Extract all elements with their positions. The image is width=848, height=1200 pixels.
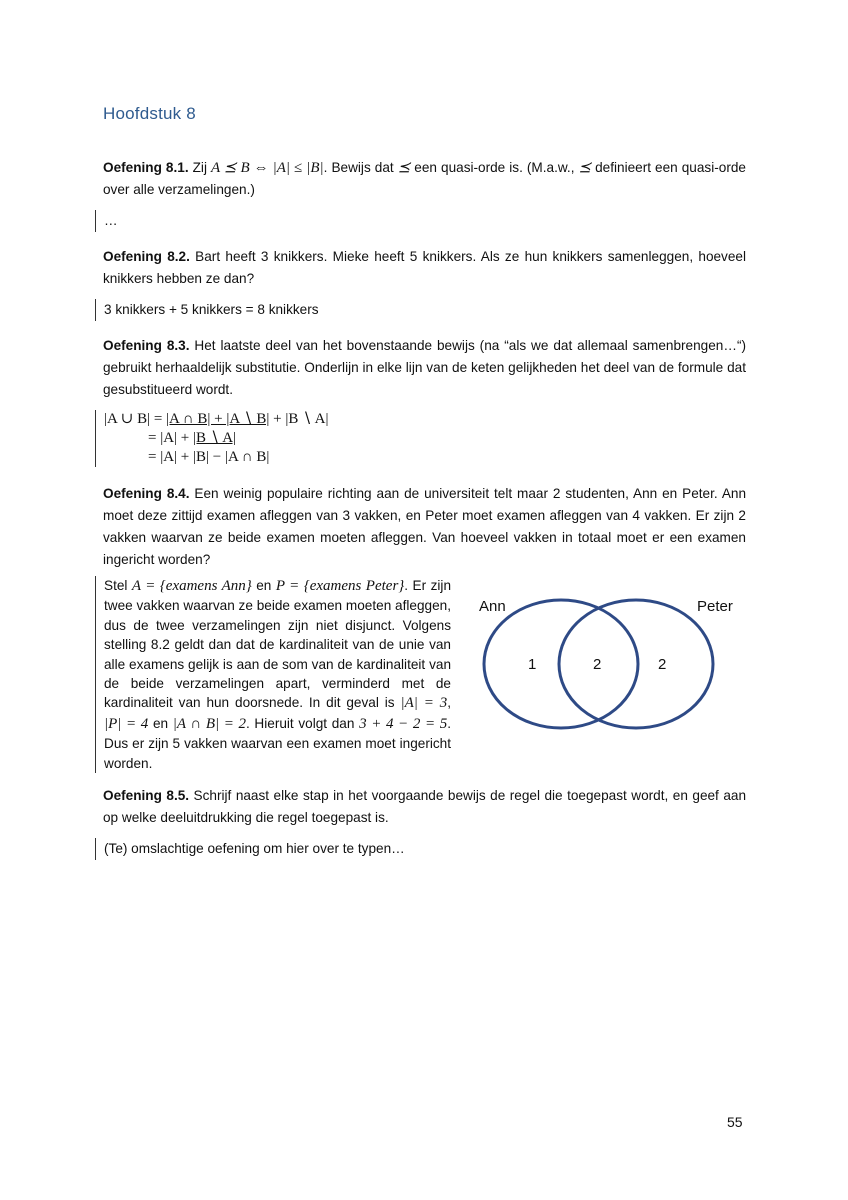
exercise-text: Bart heeft 3 knikkers. Mieke heeft 5 knikkers. Als ze hun knikkers samenleggen, hoeveel knikkers hebben ze dan? <box>103 249 746 286</box>
math-symbol: ⪯ <box>397 160 411 176</box>
text: definieert een quasi-orde over alle verzamelingen.) <box>103 160 746 197</box>
math-expr: |A ∩ B| = 2 <box>172 715 246 732</box>
exercise-text: Het laatste deel van het bovenstaande bewijs (na “als we dat allemaal samenbrengen…“) gebruikt herhaaldelijk substitutie. Onderlijn in elke lijn van de keten gelijkheden het deel van de formule dat gesubstitueerd wordt. <box>103 338 747 397</box>
exercise-8-1 <box>103 157 746 201</box>
exercise-label: Oefening 8.3. <box>103 338 190 353</box>
exercise-label: Oefening 8.4. <box>103 486 190 501</box>
answer-text: (Te) omslachtige oefening om hier over te typen… <box>104 841 405 856</box>
answer-8-3 <box>95 410 328 467</box>
answer-text: … <box>104 213 118 228</box>
text: Zij <box>188 160 212 175</box>
text: , <box>447 695 451 711</box>
peter-circle <box>559 600 713 728</box>
text: . Hieruit volgt dan <box>246 715 360 731</box>
equation-line-1 <box>104 410 328 429</box>
math-set-a: A = {examens Ann} <box>131 578 252 594</box>
math-expr: |A| = 3 <box>400 695 448 712</box>
exercise-label: Oefening 8.5. <box>103 788 190 803</box>
answer-8-2 <box>95 299 319 321</box>
exercise-label: Oefening 8.2. <box>103 249 190 264</box>
answer-8-5 <box>95 838 405 860</box>
venn-count-peter-only: 2 <box>658 656 667 673</box>
ann-circle <box>484 600 638 728</box>
math-expr: |P| = 4 <box>104 715 149 732</box>
text: Stel <box>104 578 132 593</box>
math-part: |A ∪ B| = <box>104 411 167 427</box>
math-expr: 3 + 4 − 2 = 5 <box>359 715 448 732</box>
equation-line-3 <box>104 448 328 467</box>
math-part: = |A| + <box>148 430 194 446</box>
venn-label-peter: Peter <box>697 598 733 615</box>
equation-line-2 <box>104 429 328 448</box>
venn-diagram <box>470 590 750 740</box>
exercise-8-4 <box>103 483 746 571</box>
math-underlined: |B ∖ A| <box>193 430 237 446</box>
page-number: 55 <box>727 1114 743 1130</box>
math-part: + |B ∖ A| <box>269 411 329 427</box>
math-definition: A ⪯ B ⇔ |A| ≤ |B| <box>211 160 324 176</box>
exercise-8-3 <box>103 335 746 401</box>
venn-label-ann: Ann <box>479 598 506 615</box>
exercise-8-5 <box>103 785 746 829</box>
math-set-p: P = {examens Peter} <box>275 578 405 594</box>
text: en <box>148 715 173 731</box>
math-part: = |A| + |B| − |A ∩ B| <box>148 449 270 465</box>
math-symbol: ⪯ <box>578 160 592 176</box>
text: een quasi-orde is. (M.a.w., <box>410 160 579 175</box>
venn-count-both: 2 <box>593 656 602 673</box>
answer-8-1 <box>95 210 118 232</box>
exercise-text: Schrijf naast elke stap in het voorgaande bewijs de regel die toegepast wordt, en geef aan op welke deeluitdrukking die regel toegepast is. <box>103 788 747 825</box>
text: . Bewijs dat <box>323 160 398 175</box>
answer-8-4 <box>95 576 451 773</box>
math-underlined: |A ∩ B| + |A ∖ B| <box>166 411 270 427</box>
exercise-8-2 <box>103 246 746 290</box>
answer-text: 3 knikkers + 5 knikkers = 8 knikkers <box>104 302 319 317</box>
chapter-title: Hoofdstuk 8 <box>103 104 196 123</box>
exercise-text: Een weinig populaire richting aan de universiteit telt maar 2 studenten, Ann en Peter. Ann moet deze zittijd examen afleggen van 3 vakken, en Peter moet examen afleggen van 4 vakken. Er zijn 2 vakken waarvan ze beide examen moeten afleggen. Van hoeveel vakken in totaal moet er een examen ingericht worden? <box>103 486 747 567</box>
text: en <box>251 578 276 593</box>
venn-count-ann-only: 1 <box>528 656 537 673</box>
text: . <box>404 578 409 593</box>
exercise-label: Oefening 8.1. <box>103 160 189 175</box>
text: Er zijn twee vakken waarvan ze beide examen moeten afleggen, dus de twee verzamelingen zijn niet disjunct. Volgens stelling 8.2 geldt dan dat de kardinaliteit van de unie van alle examens gelijk is aan de som van de kardinaliteit van de beide verzamelingen apart, verminderd met de kardinaliteit van hun doorsnede. In dit geval is <box>104 578 452 711</box>
text: . Dus er zijn 5 vakken waarvan een examen moet ingericht worden. <box>104 715 451 771</box>
